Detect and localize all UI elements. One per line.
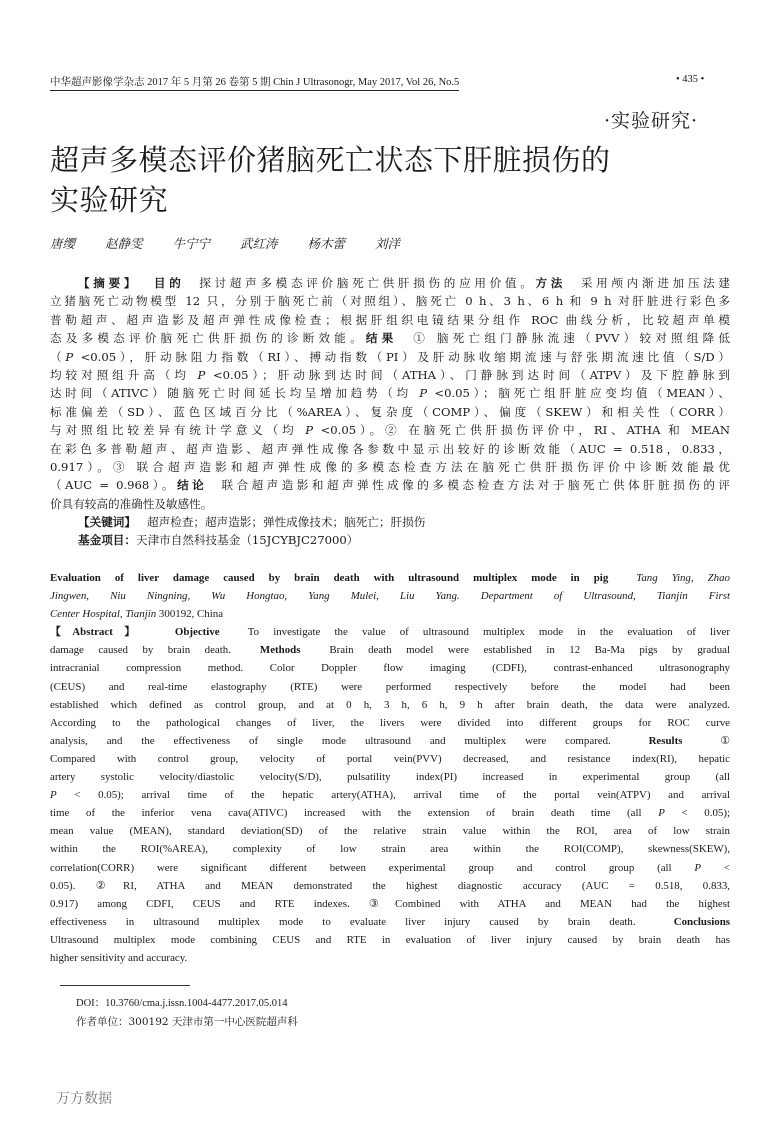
text-segment: established which defined as control group, and at 0 h, 3 h, 6 h, 9 h after brain death, the data were analyzed. [50, 698, 730, 711]
text-segment: 方法 [535, 276, 567, 290]
text-segment: Evaluation of liver damage caused by brain death with ultrasound multiplex mode in pig [50, 572, 609, 584]
text-line [50, 495, 730, 513]
author: 武红涛 [240, 236, 278, 251]
text-line [50, 859, 730, 877]
text-segment: 达时间（ATIVC）随脑死亡时间延长均呈增加趋势（均 [50, 386, 420, 401]
text-segment: Center Hospital, Tianjin [50, 608, 157, 621]
text-segment: < [701, 861, 730, 874]
text-segment: 0.05). ②RI, ATHA and MEAN demonstrated the highest diagnostic accuracy (AUC = 0.518, 0.833, [50, 879, 730, 892]
text-line [50, 931, 730, 949]
text-segment: 价具有较高的准确性及敏感性。 [50, 496, 213, 511]
text-line [50, 348, 730, 366]
english-abstract [50, 569, 730, 967]
text-line [50, 623, 730, 641]
author-list [50, 234, 416, 252]
author: 唐缨 [50, 236, 76, 251]
text-segment: Results [648, 734, 683, 747]
text-segment: time of the inferior vena cava(ATIVC) increased with the extension of brain death time (all [50, 807, 659, 820]
text-line [50, 641, 730, 659]
text-segment: 均较对照组升高（均 [50, 367, 198, 382]
text-segment: 联合超声造影和超声弹性成像的多模态检查方法对于脑死亡供体肝脏损伤的评 [207, 478, 730, 493]
text-segment: ① 脑死亡组门静脉流速（PVV）较对照组降低 [397, 331, 730, 346]
chinese-abstract [50, 274, 730, 550]
text-line [50, 587, 730, 605]
text-segment: (CEUS) and real-time elastography (RTE) were performed respectively before the model had been [50, 680, 730, 693]
text-line [50, 822, 730, 840]
text-segment: Ultrasound multiplex mode combining CEUS and RTE in evaluation of liver injury caused by brain death has [50, 933, 730, 946]
text-line [50, 274, 730, 292]
text-line [50, 440, 730, 458]
text-segment: 与对照组比较差异有统计学意义（均 [50, 423, 306, 438]
text-line [50, 366, 730, 384]
text-segment: To investigate the value of ultrasound multiplex mode in the evaluation of liver [219, 626, 730, 639]
text-segment: Conclusions [673, 915, 730, 928]
text-segment: 结果 [365, 331, 398, 346]
text-segment: 普勒超声、超声造影及超声弹性成像检查；根据肝组织电镜结果分组作 ROC 曲线分析，比较超声单模 [50, 312, 730, 327]
text-line [50, 913, 730, 931]
text-segment: Brain death model were established in 12 Ba-Ma pigs by gradual [300, 644, 730, 657]
text-line [50, 384, 730, 402]
watermark: 万方数据 [56, 1091, 112, 1107]
text-segment: 天津市自然科技基金（15JCYBJC27000） [135, 533, 359, 548]
text-segment: 基金项目： [78, 533, 136, 548]
text-segment: 立猪脑死亡动物模型 12 只，分别于脑死亡前（对照组）、脑死亡 0 h、3 h、6 h 和 9 h 对肝脏进行彩色多 [50, 294, 730, 309]
title-line: 实验研究 [50, 183, 169, 217]
text-segment: < 0.05); arrival time of the hepatic artery(ATHA), arrival time of the portal vein(ATPV) and arrival [56, 789, 730, 802]
text-segment: 0.917) among CDFI, CEUS and RTE indexes. ③Combined with ATHA and MEAN had the highest [50, 897, 730, 910]
text-segment: 【Abstract】 Objective [50, 626, 220, 639]
footnote-divider [60, 985, 190, 986]
text-line [50, 696, 730, 714]
text-line [50, 678, 730, 696]
text-segment: ① [682, 734, 730, 747]
text-segment: 采用颅内渐进加压法建 [566, 276, 730, 290]
text-line [50, 311, 730, 329]
text-segment: < 0.05); [664, 807, 730, 820]
text-segment: P [694, 861, 702, 874]
text-line [50, 329, 730, 347]
text-line [50, 895, 730, 913]
section-label: ·实验研究· [604, 110, 699, 132]
text-segment: damage caused by brain death. [50, 644, 260, 657]
text-segment: 探讨超声多模态评价脑死亡供肝损伤的应用价值。 [184, 276, 536, 290]
text-segment: 标准偏差（SD）、蓝色区域百分比（%AREA）、复杂度（COMP）、偏度（SKEW）和相关性（CORR） [50, 404, 730, 419]
text-line [50, 513, 730, 531]
text-segment: effectiveness in ultrasound multiplex mode to evaluate liver injury caused by brain death. [50, 915, 674, 928]
text-segment: （AUC = 0.968）。 [50, 478, 178, 493]
text-segment: Jingwen, Niu Ningning, Wu Hongtao, Yang Mulei, Liu Yang. Department of Ultrasound, Tianjin First [50, 590, 730, 603]
text-segment: According to the pathological changes of liver, the livers were divided into different groups for ROC curve [50, 716, 730, 729]
text-segment: 目的 [153, 276, 185, 290]
text-segment: 【摘要】 [78, 276, 140, 290]
text-segment: higher sensitivity and accuracy. [50, 951, 188, 964]
text-segment [139, 276, 154, 290]
text-line [50, 403, 730, 421]
text-line [50, 476, 730, 494]
text-line [50, 877, 730, 895]
text-segment: analysis, and the effectiveness of single mode ultrasound and multiplex were compared. [50, 734, 649, 747]
text-line [50, 569, 730, 587]
text-segment: <0.05）；脑死亡组肝脏应变均值（MEAN）、 [427, 386, 730, 401]
text-segment: within the ROI(%AREA), complexity of low strain area within the ROI(COMP), skewness(SKEW), [50, 843, 730, 856]
text-segment: <0.05），肝动脉阻力指数（RI）、搏动指数（PI）及肝动脉收缩期流速与舒张期流速比值（S/D） [73, 349, 730, 364]
text-line [50, 750, 730, 768]
text-segment: 【关键词】 [78, 515, 136, 530]
article-title [50, 140, 611, 220]
page-number: • 435 • [676, 74, 705, 85]
title-line: 超声多模态评价猪脑死亡状态下肝脏损伤的 [50, 143, 611, 177]
text-line [50, 786, 730, 804]
text-segment: <0.05）；肝动脉到达时间（ATHA）、门静脉到达时间（ATPV）及下腔静脉到 [205, 367, 730, 382]
text-segment: correlation(CORR) were significant different between experimental group and control group (all [50, 861, 695, 874]
author: 赵静雯 [105, 236, 143, 251]
text-segment: Tang Ying, Zhao [608, 572, 730, 584]
text-segment: P [197, 367, 206, 382]
text-segment: mean value (MEAN), standard deviation(SD) of the relative strain value within the ROI, area of low strain [50, 825, 730, 838]
text-line [50, 714, 730, 732]
text-line [50, 732, 730, 750]
text-segment: Methods [259, 644, 301, 657]
text-line [50, 768, 730, 786]
text-segment: 0.917）。③ 联合超声造影和超声弹性成像的多模态检查方法在脑死亡供肝损伤评价中诊断效能最优 [50, 459, 730, 474]
text-line [50, 421, 730, 439]
author-affiliation: 作者单位：300192 天津市第一中心医院超声科 [76, 1016, 298, 1028]
text-segment: P [65, 349, 74, 364]
text-line [50, 949, 730, 967]
doi: DOI：10.3760/cma.j.issn.1004-4477.2017.05.014 [76, 998, 288, 1009]
text-segment: Compared with control group, velocity of portal vein(PVV) decreased, and resistance index(RI), hepatic [50, 752, 730, 765]
text-line [50, 531, 730, 549]
running-header: 中华超声影像学杂志 2017 年 5 月第 26 卷第 5 期 Chin J Ultrasonogr, May 2017, Vol 26, No.5 [50, 74, 459, 91]
text-line [50, 659, 730, 677]
text-segment: intracranial compression method. Color Doppler flow imaging (CDFI), contrast-enhanced ultrasonography [50, 662, 730, 675]
text-segment: 超声检查；超声造影；弹性成像技术；脑死亡；肝损伤 [135, 515, 426, 530]
text-line [50, 292, 730, 310]
text-segment: 态及多模态评价脑死亡供肝损伤的诊断效能。 [50, 331, 366, 346]
author: 杨木蕾 [307, 236, 346, 251]
text-segment: 在彩色多普勒超声、超声造影、超声弹性成像各参数中显示出较好的诊断效能（AUC = 0.518，0.833， [50, 441, 730, 456]
text-segment: P [658, 807, 665, 820]
author: 刘洋 [375, 236, 401, 251]
text-segment: 300192, China [156, 608, 224, 621]
text-segment: 结论 [177, 478, 208, 493]
text-segment: P [305, 423, 314, 438]
text-line [50, 804, 730, 822]
text-line [50, 458, 730, 476]
text-line [50, 840, 730, 858]
text-segment: P [50, 789, 57, 802]
author: 牛宁宁 [172, 236, 211, 251]
text-segment: <0.05）。② 在脑死亡供肝损伤评价中，RI、ATHA 和 MEAN [313, 423, 730, 438]
text-segment: artery systolic velocity/diastolic velocity(S/D), pulsatility index(PI) increased in experimental group (all [50, 771, 730, 784]
text-line [50, 605, 730, 623]
text-segment: （ [50, 349, 66, 364]
text-segment: P [419, 386, 427, 401]
